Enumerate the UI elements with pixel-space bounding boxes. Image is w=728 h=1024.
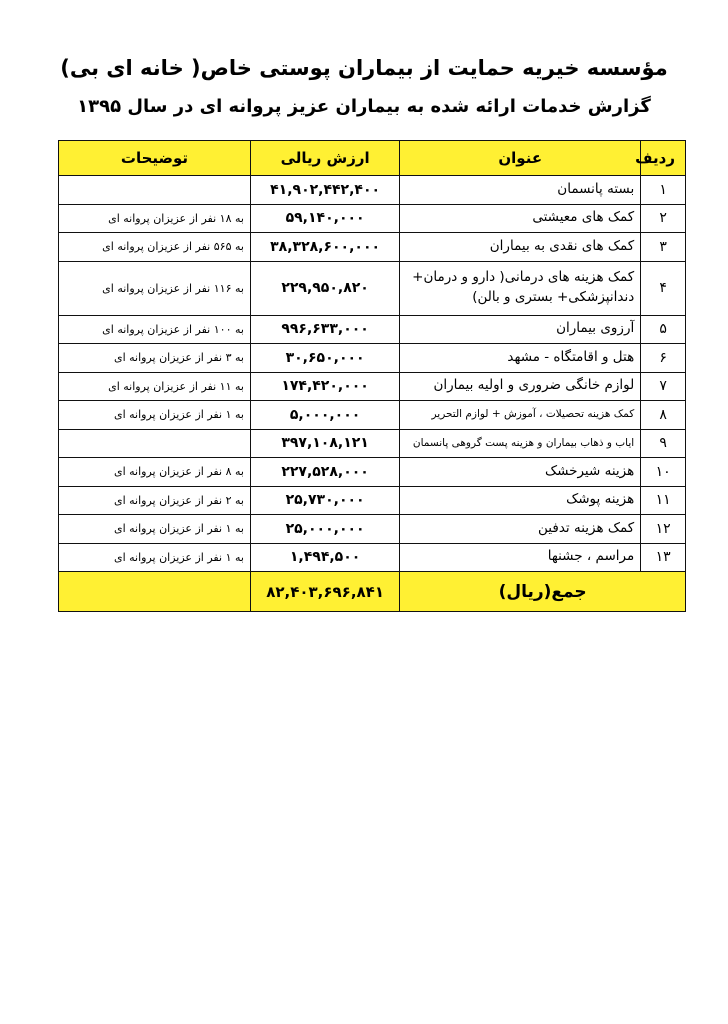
header-title: عنوان bbox=[400, 141, 641, 176]
table-row bbox=[59, 261, 686, 315]
row-number: ۷ bbox=[641, 372, 686, 401]
row-title: هزینه پوشک bbox=[400, 486, 641, 515]
row-title: هزینه شیرخشک bbox=[400, 458, 641, 487]
total-value: ۸۲,۴۰۳,۶۹۶,۸۴۱ bbox=[250, 572, 399, 612]
row-title: بسته پانسمان bbox=[400, 176, 641, 205]
row-title: کمک هزینه تحصیلات ، آموزش + لوازم التحریر bbox=[400, 401, 641, 430]
table-row bbox=[59, 372, 686, 401]
row-number: ۶ bbox=[641, 344, 686, 373]
row-title: لوازم خانگی ضروری و اولیه بیماران bbox=[400, 372, 641, 401]
table-row bbox=[59, 429, 686, 458]
row-number: ۱۰ bbox=[641, 458, 686, 487]
page-title: مؤسسه خیریه حمایت از بیماران پوستی خاص( خانه ای بی) bbox=[60, 56, 668, 80]
total-label: جمع(ریال) bbox=[400, 572, 686, 612]
row-title: کمک هزینه تدفین bbox=[400, 515, 641, 544]
table-row bbox=[59, 344, 686, 373]
total-description bbox=[59, 572, 251, 612]
total-row bbox=[59, 572, 686, 612]
row-description bbox=[59, 176, 251, 205]
row-title: کمک های معیشتی bbox=[400, 204, 641, 233]
page-subtitle: گزارش خدمات ارائه شده به بیماران عزیز پروانه ای در سال ۱۳۹۵ bbox=[77, 96, 651, 117]
row-description bbox=[59, 429, 251, 458]
row-value: ۲۵,۷۳۰,۰۰۰ bbox=[250, 486, 399, 515]
row-description: به ۲ نفر از عزیزان پروانه ای bbox=[59, 486, 251, 515]
row-value: ۲۲۷,۵۲۸,۰۰۰ bbox=[250, 458, 399, 487]
services-report-table bbox=[58, 140, 686, 612]
table-row bbox=[59, 401, 686, 430]
table-row bbox=[59, 543, 686, 572]
table-row bbox=[59, 458, 686, 487]
table-row bbox=[59, 315, 686, 344]
row-title: هتل و اقامتگاه - مشهد bbox=[400, 344, 641, 373]
table-row bbox=[59, 204, 686, 233]
row-value: ۱,۴۹۴,۵۰۰ bbox=[250, 543, 399, 572]
row-number: ۸ bbox=[641, 401, 686, 430]
row-number: ۳ bbox=[641, 233, 686, 262]
row-number: ۵ bbox=[641, 315, 686, 344]
row-title: آرزوی بیماران bbox=[400, 315, 641, 344]
row-value: ۴۱,۹۰۲,۴۴۲,۴۰۰ bbox=[250, 176, 399, 205]
row-number: ۱۳ bbox=[641, 543, 686, 572]
row-title: کمک هزینه های درمانی( دارو و درمان+ دندانپزشکی+ بستری و بالن) bbox=[400, 261, 641, 315]
header-value: ارزش ریالی bbox=[250, 141, 399, 176]
table-header bbox=[59, 141, 686, 176]
row-description: به ۱ نفر از عزیزان پروانه ای bbox=[59, 543, 251, 572]
table-row bbox=[59, 176, 686, 205]
table-footer bbox=[59, 572, 686, 612]
row-number: ۴ bbox=[641, 261, 686, 315]
row-description: به ۳ نفر از عزیزان پروانه ای bbox=[59, 344, 251, 373]
row-number: ۱۱ bbox=[641, 486, 686, 515]
row-value: ۵۹,۱۴۰,۰۰۰ bbox=[250, 204, 399, 233]
table-row bbox=[59, 486, 686, 515]
row-number: ۲ bbox=[641, 204, 686, 233]
row-description: به ۱۱۶ نفر از عزیزان پروانه ای bbox=[59, 261, 251, 315]
row-description: به ۱۰۰ نفر از عزیزان پروانه ای bbox=[59, 315, 251, 344]
row-description: به ۱۸ نفر از عزیزان پروانه ای bbox=[59, 204, 251, 233]
header-description: توضیحات bbox=[59, 141, 251, 176]
row-description: به ۱۱ نفر از عزیزان پروانه ای bbox=[59, 372, 251, 401]
row-value: ۲۲۹,۹۵۰,۸۲۰ bbox=[250, 261, 399, 315]
table-body bbox=[59, 176, 686, 572]
table-row bbox=[59, 515, 686, 544]
row-value: ۱۷۴,۴۲۰,۰۰۰ bbox=[250, 372, 399, 401]
header-row bbox=[59, 141, 686, 176]
row-number: ۱ bbox=[641, 176, 686, 205]
row-description: به ۵۶۵ نفر از عزیزان پروانه ای bbox=[59, 233, 251, 262]
row-title: مراسم ، جشنها bbox=[400, 543, 641, 572]
row-value: ۳۸,۳۲۸,۶۰۰,۰۰۰ bbox=[250, 233, 399, 262]
row-value: ۲۵,۰۰۰,۰۰۰ bbox=[250, 515, 399, 544]
table-row bbox=[59, 233, 686, 262]
row-value: ۵,۰۰۰,۰۰۰ bbox=[250, 401, 399, 430]
row-description: به ۱ نفر از عزیزان پروانه ای bbox=[59, 515, 251, 544]
row-value: ۳۰,۶۵۰,۰۰۰ bbox=[250, 344, 399, 373]
row-description: به ۸ نفر از عزیزان پروانه ای bbox=[59, 458, 251, 487]
row-number: ۱۲ bbox=[641, 515, 686, 544]
row-title: ایاب و ذهاب بیماران و هزینه پست گروهی پانسمان bbox=[400, 429, 641, 458]
row-description: به ۱ نفر از عزیزان پروانه ای bbox=[59, 401, 251, 430]
row-number: ۹ bbox=[641, 429, 686, 458]
row-value: ۹۹۶,۶۳۳,۰۰۰ bbox=[250, 315, 399, 344]
header-row-number: ردیف bbox=[641, 141, 686, 176]
row-value: ۳۹۷,۱۰۸,۱۲۱ bbox=[250, 429, 399, 458]
row-title: کمک های نقدی به بیماران bbox=[400, 233, 641, 262]
